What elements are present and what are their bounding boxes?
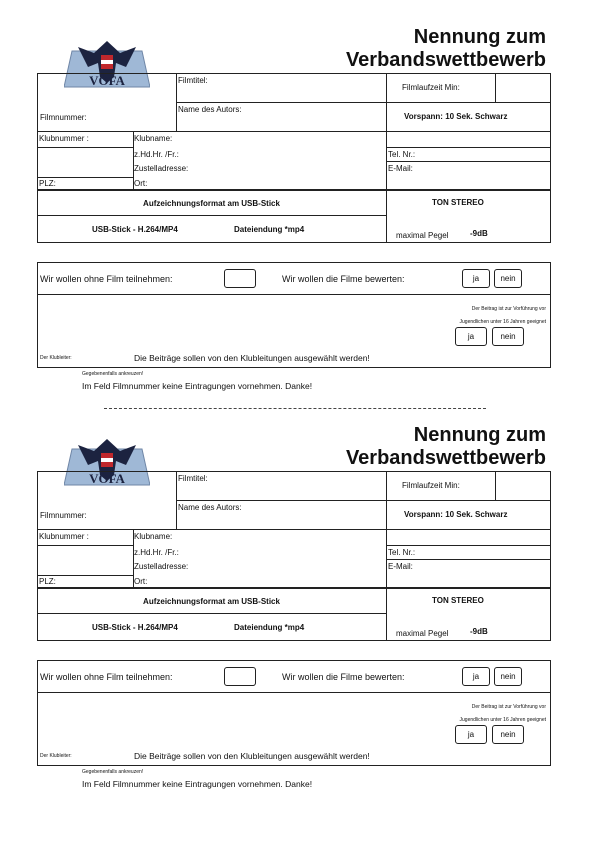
form-title-line2: Verbandswettbewerb <box>345 49 546 71</box>
klubname-label: Klubname: <box>134 134 173 143</box>
ohne-film-label: Wir wollen ohne Film teilnehmen: <box>40 274 173 284</box>
zustelladresse-label: Zustelladresse: <box>134 164 189 173</box>
beitraege-note: Die Beiträge sollen von den Klubleitungen ausgewählt werden! <box>134 353 370 363</box>
tel-label: Tel. Nr.: <box>388 150 416 159</box>
aufzeichnung-label: Aufzeichnungsformat am USB-Stick <box>143 597 280 606</box>
dateiendung-label: Dateiendung *mp4 <box>234 623 305 632</box>
beitrag-line2: Jugendlichen unter 16 Jahren geeignet <box>459 319 546 325</box>
email-label: E-Mail: <box>388 562 413 571</box>
email-label: E-Mail: <box>388 164 413 173</box>
pegel-label: maximal Pegel <box>396 629 449 638</box>
jugend-ja-button[interactable]: ja <box>455 327 487 346</box>
beitrag-line1: Der Beitrag ist zur Vorführung vor <box>471 306 546 312</box>
beitraege-note: Die Beiträge sollen von den Klubleitungen ausgewählt werden! <box>134 751 370 761</box>
bewerten-ja-button[interactable]: ja <box>462 269 490 288</box>
logo-text: VÖFA <box>89 471 125 486</box>
jugend-nein-button[interactable]: nein <box>492 725 524 744</box>
autor-label: Name des Autors: <box>178 503 242 512</box>
plz-label: PLZ: <box>39 577 56 586</box>
ton-label: TON STEREO <box>432 198 484 207</box>
bewerten-label: Wir wollen die Filme bewerten: <box>282 274 405 284</box>
bewerten-nein-button[interactable]: nein <box>494 269 522 288</box>
pegel-value: -9dB <box>470 229 488 238</box>
beitrag-line2: Jugendlichen unter 16 Jahren geeignet <box>459 717 546 723</box>
klubleiter-label: Der Klubleiter: <box>40 753 72 759</box>
klubnummer-label: Klubnummer : <box>39 532 89 541</box>
klubleiter-label: Der Klubleiter: <box>40 355 72 361</box>
form-title-line1: Nennung zum <box>413 26 546 48</box>
zhd-label: z.Hd.Hr. /Fr.: <box>134 150 179 159</box>
tel-label: Tel. Nr.: <box>388 548 416 557</box>
ohne-film-checkbox[interactable] <box>224 667 256 686</box>
ton-label: TON STEREO <box>432 596 484 605</box>
ohne-film-label: Wir wollen ohne Film teilnehmen: <box>40 672 173 682</box>
entry-form-2 <box>0 398 595 798</box>
zustelladresse-label: Zustelladresse: <box>134 562 189 571</box>
pegel-value: -9dB <box>470 627 488 636</box>
vorspann-label: Vorspann: 10 Sek. Schwarz <box>404 112 508 121</box>
klubnummer-label: Klubnummer : <box>39 134 89 143</box>
filmtitel-label: Filmtitel: <box>178 76 208 85</box>
ohne-film-checkbox[interactable] <box>224 269 256 288</box>
beitrag-line1: Der Beitrag ist zur Vorführung vor <box>471 704 546 710</box>
ankreuzen-note: Gegebenenfalls ankreuzen! <box>82 371 144 377</box>
klubname-label: Klubname: <box>134 532 173 541</box>
dateiendung-label: Dateiendung *mp4 <box>234 225 305 234</box>
jugend-nein-button[interactable]: nein <box>492 327 524 346</box>
autor-label: Name des Autors: <box>178 105 242 114</box>
form-title-line2: Verbandswettbewerb <box>345 447 546 469</box>
hinweis-note: Im Feld Filmnummer keine Eintragungen vornehmen. Danke! <box>82 779 313 789</box>
ankreuzen-note: Gegebenenfalls ankreuzen! <box>82 769 144 775</box>
entry-form-1 <box>0 0 595 400</box>
aufzeichnung-label: Aufzeichnungsformat am USB-Stick <box>143 199 280 208</box>
filmlaufzeit-label: Filmlaufzeit Min: <box>402 481 460 490</box>
logo-text: VÖFA <box>89 73 125 88</box>
jugend-ja-button[interactable]: ja <box>455 725 487 744</box>
bewerten-nein-button[interactable]: nein <box>494 667 522 686</box>
plz-label: PLZ: <box>39 179 56 188</box>
ort-label: Ort: <box>134 179 148 188</box>
bewerten-label: Wir wollen die Filme bewerten: <box>282 672 405 682</box>
filmnummer-label: Filmnummer: <box>40 511 87 520</box>
pegel-label: maximal Pegel <box>396 231 449 240</box>
zhd-label: z.Hd.Hr. /Fr.: <box>134 548 179 557</box>
filmlaufzeit-label: Filmlaufzeit Min: <box>402 83 460 92</box>
usb-label: USB-Stick - H.264/MP4 <box>92 623 178 632</box>
usb-label: USB-Stick - H.264/MP4 <box>92 225 178 234</box>
bewerten-ja-button[interactable]: ja <box>462 667 490 686</box>
form-title-line1: Nennung zum <box>413 424 546 446</box>
filmtitel-label: Filmtitel: <box>178 474 208 483</box>
ort-label: Ort: <box>134 577 148 586</box>
vorspann-label: Vorspann: 10 Sek. Schwarz <box>404 510 508 519</box>
filmnummer-label: Filmnummer: <box>40 113 87 122</box>
hinweis-note: Im Feld Filmnummer keine Eintragungen vornehmen. Danke! <box>82 381 313 391</box>
